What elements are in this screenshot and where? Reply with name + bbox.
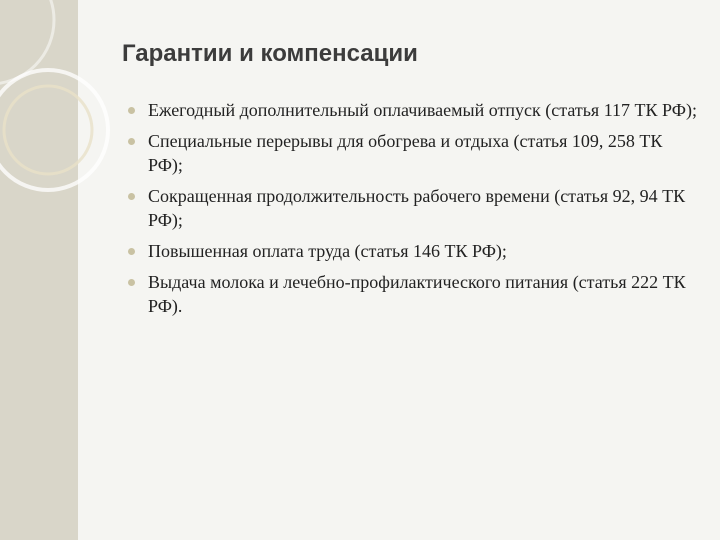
- bullet-icon: [128, 279, 135, 286]
- bullet-text: Повышенная оплата труда (статья 146 ТК РФ);: [148, 241, 507, 261]
- decorative-circles: [0, 0, 120, 220]
- slide-title: Гарантии и компенсации: [122, 40, 418, 67]
- bullet-icon: [128, 107, 135, 114]
- list-item: [126, 270, 701, 318]
- list-item: [126, 98, 701, 122]
- bullet-text: Специальные перерывы для обогрева и отдыха (статья 109, 258 ТК РФ);: [148, 131, 663, 175]
- bullet-text: Ежегодный дополнительный оплачиваемый отпуск (статья 117 ТК РФ);: [148, 100, 697, 120]
- list-item: [126, 184, 701, 232]
- bullet-list: [126, 98, 701, 325]
- list-item: [126, 129, 701, 177]
- list-item: [126, 239, 701, 263]
- bullet-icon: [128, 193, 135, 200]
- bullet-text: Выдача молока и лечебно-профилактического питания (статья 222 ТК РФ).: [148, 272, 686, 316]
- bullet-icon: [128, 138, 135, 145]
- bullet-icon: [128, 248, 135, 255]
- bullet-text: Сокращенная продолжительность рабочего времени (статья 92, 94 ТК РФ);: [148, 186, 686, 230]
